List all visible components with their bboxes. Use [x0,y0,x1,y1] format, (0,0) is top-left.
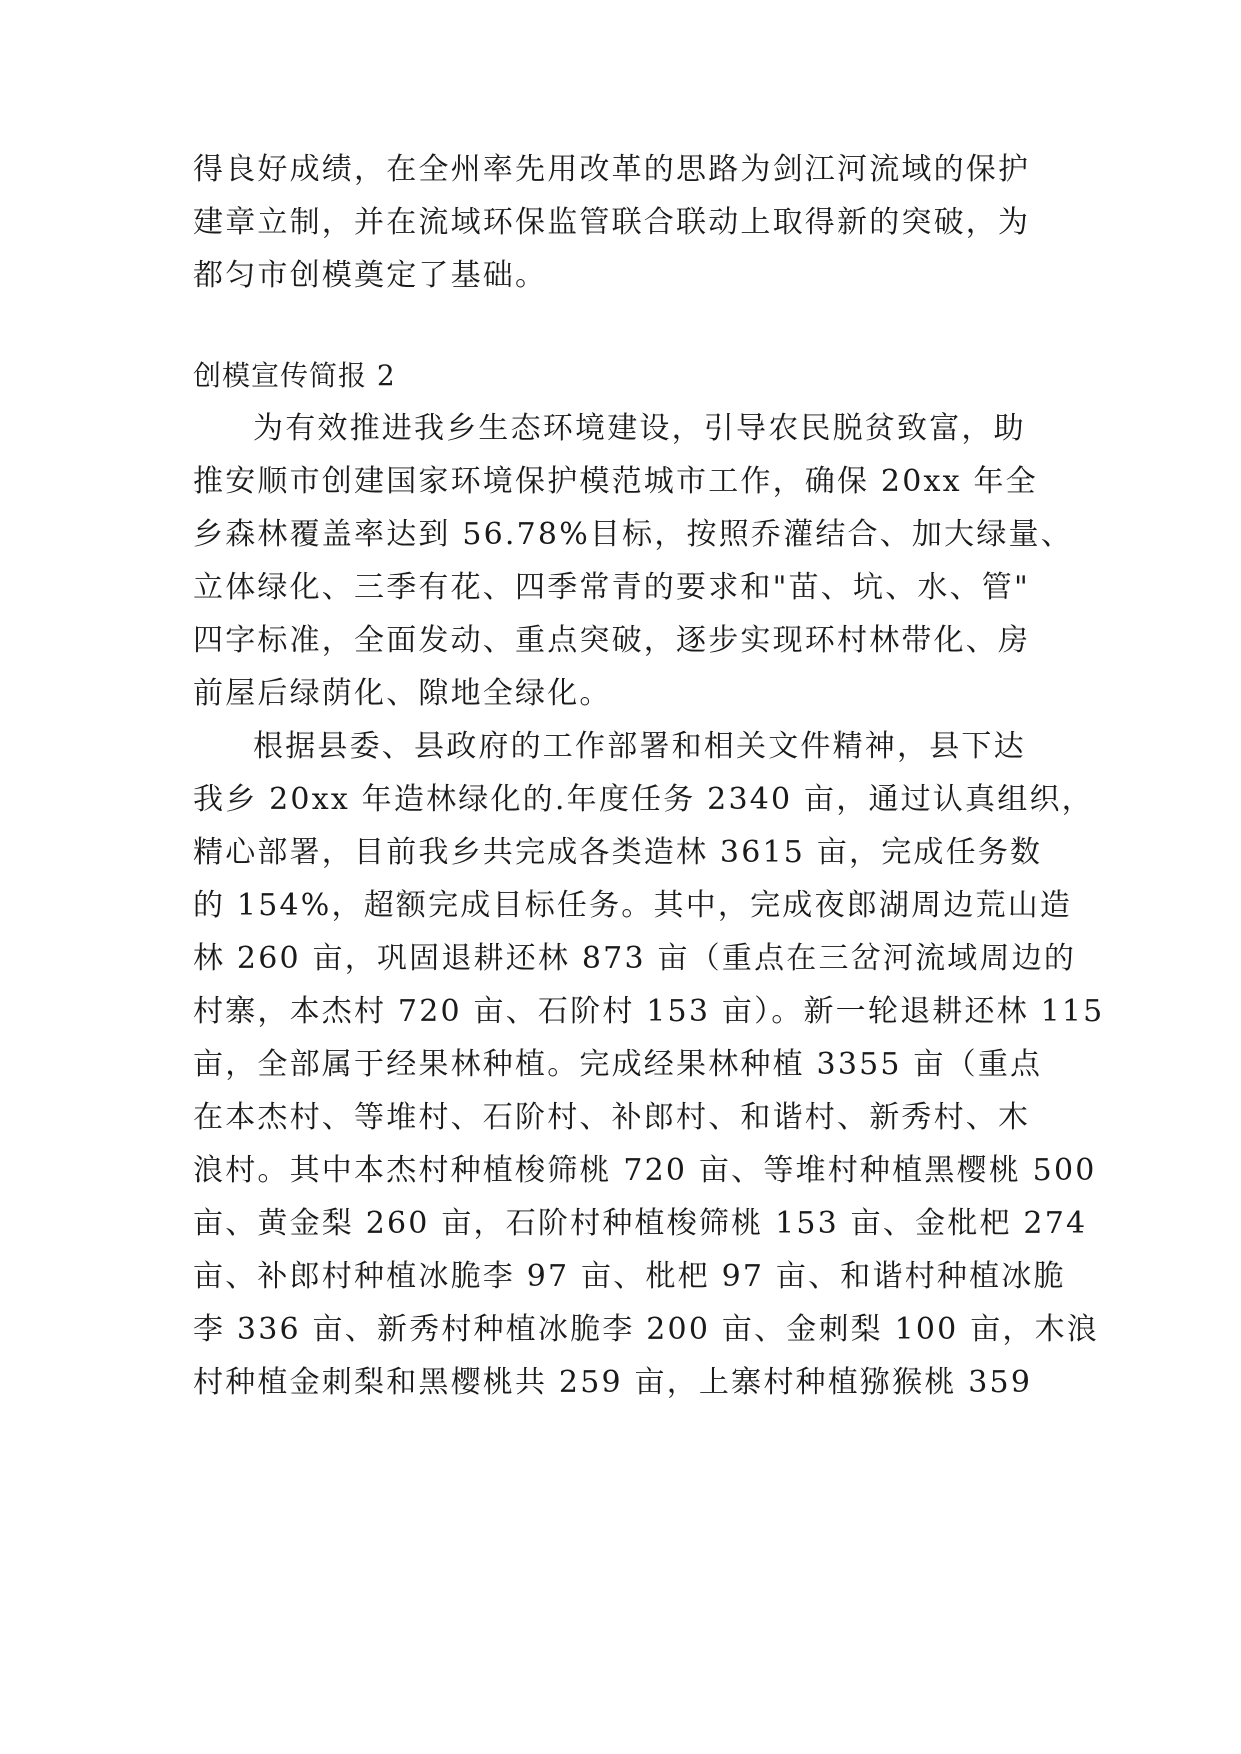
intro-line: 都匀市创模奠定了基础。 [193,258,548,293]
paragraph-line: 前屋后绿荫化、隙地全绿化。 [193,676,612,711]
paragraph-line: 我乡 20xx 年造林绿化的.年度任务 2340 亩，通过认真组织， [193,782,1094,817]
paragraph-line: 立体绿化、三季有花、四季常青的要求和"苗、坑、水、管" [193,570,1030,605]
intro-line: 得良好成绩，在全州率先用改革的思路为剑江河流域的保护 [193,152,1031,187]
paragraph-line: 李 336 亩、新秀村种植冰脆李 200 亩、金刺梨 100 亩，木浪 [193,1312,1099,1347]
paragraph-line: 为有效推进我乡生态环境建设，引导农民脱贫致富，助 [253,411,1026,446]
paragraph-line: 在本杰村、等堆村、石阶村、补郎村、和谐村、新秀村、木 [193,1100,1031,1135]
paragraph-line: 林 260 亩，巩固退耕还林 873 亩（重点在三岔河流域周边的 [193,941,1077,976]
paragraph-line: 乡森林覆盖率达到 56.78%目标，按照乔灌结合、加大绿量、 [193,517,1073,552]
paragraph-line: 亩、黄金梨 260 亩，石阶村种植梭筛桃 153 亩、金枇杷 274 [193,1206,1088,1241]
intro-line: 建章立制，并在流域环保监管联合联动上取得新的突破，为 [193,205,1031,240]
paragraph-line: 村寨，本杰村 720 亩、石阶村 153 亩）。新一轮退耕还林 115 [193,994,1105,1029]
paragraph-line: 村种植金刺梨和黑樱桃共 259 亩，上寨村种植猕猴桃 359 [193,1365,1033,1400]
paragraph-line: 根据县委、县政府的工作部署和相关文件精神，县下达 [253,729,1026,764]
paragraph-line: 精心部署，目前我乡共完成各类造林 3615 亩，完成任务数 [193,835,1043,870]
paragraph-line: 的 154%，超额完成目标任务。其中，完成夜郎湖周边荒山造 [193,888,1073,923]
paragraph-line: 亩，全部属于经果林种植。完成经果林种植 3355 亩（重点 [193,1047,1043,1082]
paragraph-line: 推安顺市创建国家环境保护模范城市工作，确保 20xx 年全 [193,464,1038,499]
paragraph-line: 亩、补郎村种植冰脆李 97 亩、枇杷 97 亩、和谐村种植冰脆 [193,1259,1066,1294]
paragraph-line: 四字标准，全面发动、重点突破，逐步实现环村林带化、房 [193,623,1031,658]
section-title: 创模宣传简报 2 [193,359,396,392]
paragraph-line: 浪村。其中本杰村种植梭筛桃 720 亩、等堆村种植黑樱桃 500 [193,1153,1097,1188]
